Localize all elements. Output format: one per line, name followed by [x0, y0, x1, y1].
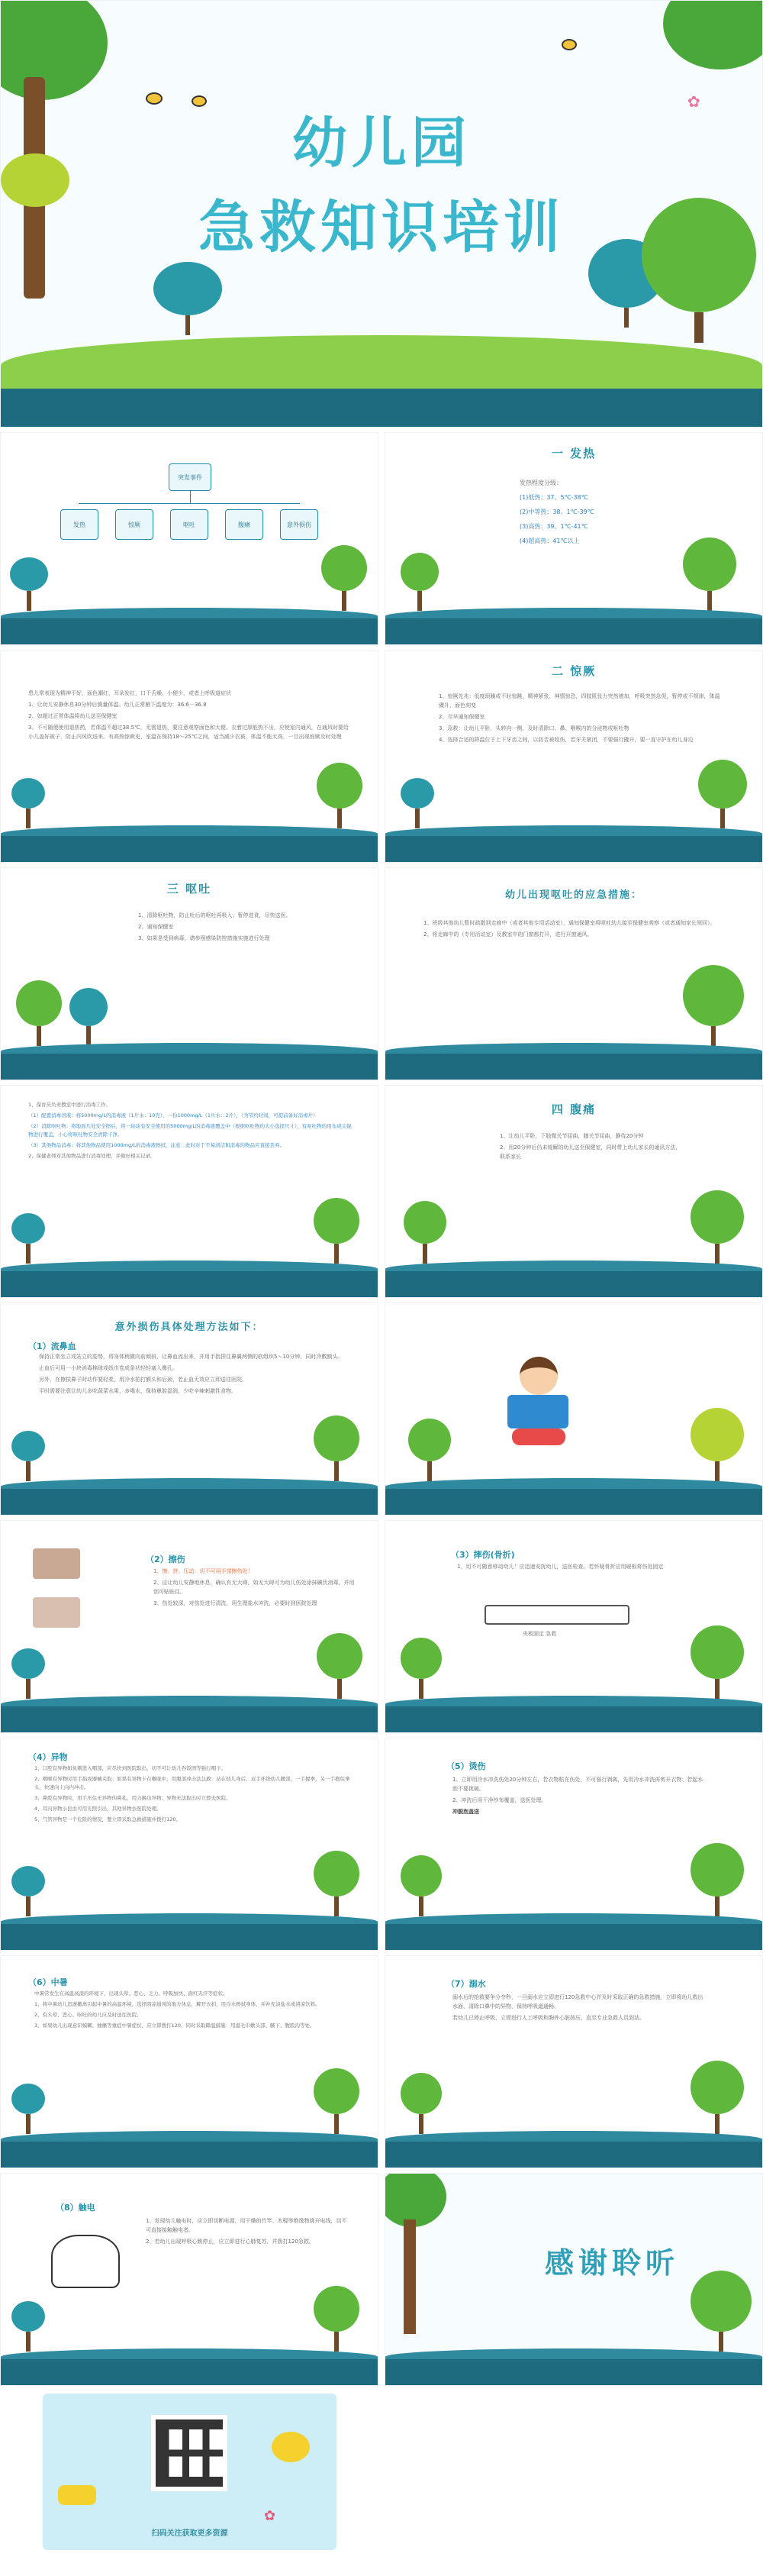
slide-fever-chart	[0, 432, 378, 645]
splint-illustration	[485, 1605, 629, 1625]
thanks-title: 感谢聆听	[544, 2246, 679, 2280]
electric-text: 1、发现幼儿触电时，应立即切断电源，用干燥的竹竿、木棍等绝缘物挑开电线，切不可直接接触触电者。 2、若幼儿出现呼吸心跳停止，应立即进行心肺复苏，并拨打120急救。	[146, 2218, 347, 2245]
tree-decoration	[314, 1198, 359, 1264]
slide-reading-kid	[385, 1303, 763, 1516]
tree-decoration	[11, 778, 45, 828]
tree-decoration	[11, 1866, 45, 1916]
vomit-text: 1、清除呕吐物，防止吐后的呕吐再吸入；暂停进食，尽快送医。 2、通知保健室 3、如果是受到病毒，请参照感染防控措施实施进行处理	[138, 912, 291, 941]
tree-decoration	[16, 980, 62, 1046]
tree-decoration	[401, 778, 434, 828]
ground-band	[1, 389, 762, 427]
tree-decoration	[314, 2286, 359, 2352]
grass-hill	[1, 335, 762, 396]
foreign-body-text: 1、口腔有异物如鱼刺进入咽部，应尽快到医院取出，切不可让幼儿吞饭团等强行咽下。 2、咽喉有异物时用手指或器械夹取；如果有异物卡在喉咙中，用腹部冲击法急救：站在幼儿身后，双手环绕幼儿腰部，一手握拳，另一手抱住拳头，快速向上向内冲击。 3、鼻腔有异物时，用手压住无异物的鼻孔，用力擤出异物；异物无法取出时立即去医院。 4、耳内异物小昆虫可用光照引出，其他异物去医院处理。 5、气管异物是一个危险的情况，要立即采取急救措施并拨打120。	[34, 1765, 350, 1822]
tree-decoration	[401, 2073, 442, 2134]
slide-vomit-emergency	[385, 867, 763, 1080]
tree-decoration	[404, 1201, 446, 1264]
butterfly-icon: ✿	[687, 92, 700, 111]
subsection-title: （2）擦伤	[146, 1554, 185, 1564]
burn-text: 1、立即用冷水冲洗伤处20分钟左右，若衣物粘在伤处，不可强行剥离，先用冷水冲洗再剪开衣物；若起水泡不要挑破。 2、冲洗后用干净纱布覆盖，送医处理。 冲脱泡盖送	[452, 1777, 703, 1815]
footer-banner	[43, 2394, 336, 2550]
slide-burn	[385, 1738, 763, 1951]
tree-decoration	[401, 1638, 442, 1699]
slide-title: 四 腹痛	[551, 1102, 597, 1116]
convulsion-text: 1、惊厥先兆：低度烦躁或不时惊跳，精神紧张，神情惊恐，四肢肌张力突然增加，呼吸突然急促，暂停或不规律，体温骤升，面色刻变 2、尽早通知保健室 3、急救：让幼儿平卧，头转向一侧，及时清除口、鼻、咽喉内的分泌物或呕吐物 4、选择合适的降温位于上下牙齿之间，以防舌被咬伤，若牙关紧闭，不要强行撬开，要一直守护在幼儿身边	[439, 693, 720, 743]
slide-convulsion	[385, 650, 763, 863]
tree-decoration	[69, 988, 108, 1046]
chart-root-box: 突发事件	[169, 463, 211, 491]
slide-title: 一 发热	[551, 447, 597, 460]
tree-decoration	[683, 965, 744, 1046]
cpr-illustration	[51, 2235, 120, 2288]
tree-decoration	[691, 2271, 752, 2352]
car-illustration	[58, 2485, 96, 2505]
slide-vomit	[0, 867, 378, 1080]
tree-decoration	[10, 557, 48, 611]
tree-decoration	[314, 1416, 359, 1481]
slide-sprain	[385, 1520, 763, 1733]
slide-electric	[0, 2173, 378, 2386]
splint-caption: 夹板固定 急救	[523, 1631, 557, 1637]
chart-child-convulsion: 惊厥	[115, 509, 153, 540]
tree-decoration	[698, 760, 747, 828]
tree-decoration	[401, 553, 439, 611]
tree-decoration	[691, 1408, 744, 1481]
slide-injury	[0, 1303, 378, 1516]
tree-decoration	[11, 2084, 45, 2134]
tree-decoration	[642, 198, 756, 343]
tree-decoration	[11, 1431, 45, 1481]
slide-title: 幼儿出现呕吐的应急措施：	[504, 889, 642, 901]
subsection-title: （8）触电	[56, 2203, 95, 2213]
chart-child-fever: 发热	[60, 509, 98, 540]
wound-photo	[33, 1548, 80, 1579]
slide-thanks	[385, 2173, 763, 2386]
slide-title: 二 惊厥	[551, 664, 597, 678]
chart-child-abdominal: 腹痛	[225, 509, 263, 540]
tree-decoration	[11, 1648, 45, 1699]
fever-levels: 发热程度分级： (1)低热：37。5℃-38℃ (2)中等热：38。1℃-39℃ (3)高热：39。1℃-41℃ (4)超高热：41℃以上	[520, 479, 594, 544]
subsection-title: （7）溺水	[446, 1979, 486, 1989]
slide-scald	[0, 1520, 378, 1733]
slide-title: 三 呕吐	[166, 882, 212, 896]
subsection-title: （5）烫伤	[446, 1761, 486, 1771]
cover-title-line2: 急救知识培训	[198, 195, 565, 260]
chart-child-injury: 意外损伤	[280, 509, 318, 540]
sprain-text: 1、切不可随意移动幼儿！应迅速安抚幼儿，送医检查。若怀疑骨折应用硬板将伤处固定	[457, 1564, 664, 1570]
tree-illustration-left	[385, 2173, 446, 2334]
tree-decoration	[691, 1190, 744, 1264]
tree-decoration	[153, 262, 222, 335]
bee-icon	[562, 39, 577, 50]
heatstroke-text: 中暑常发生在高温高湿的环境下，出现头晕、恶心、乏力、呼吸加快、面红无汗等症状。 1、将中暑幼儿迅速撤离引起中暑的高温环境，选择阴凉通风的地方休息，解开衣扣，用冷水擦拭身体，并补充淡盐水或清凉饮料。 2、有头晕、恶心、呕吐的幼儿应及时送往医院。 3、如果幼儿出现意识模糊、抽搐等重症中暑症状，应立即拨打120，同时采取降温措施：用湿毛巾敷头部、腋下、腹股沟等处。	[34, 1990, 320, 2029]
cover-slide	[0, 0, 763, 428]
injury-text: 保持正常坐立或站立的姿势，将身体稍微向前倾斜，让鼻血流出来，并用手指捏住鼻翼两侧的软组织5～10分钟，同时冷敷额头。 止血后可用一小块消毒棉球或纸巾卷成条状轻轻塞入鼻孔。 另外，在擦拭鼻子时动作要轻柔，用冷水拍打额头和后颈，若止血无效应立即送往医院。 平时需要注意让幼儿多吃蔬菜水果，多喝水，保持鼻腔湿润，少吃辛辣刺激性食物。	[39, 1354, 343, 1394]
subsection-title: （1）流鼻血	[28, 1341, 76, 1351]
tree-decoration	[691, 2061, 744, 2134]
chart-child-vomit: 呕吐	[170, 509, 208, 540]
cover-title-line1: 幼儿园	[291, 111, 471, 175]
reading-child-illustration	[500, 1357, 576, 1448]
slide-heatstroke	[0, 1955, 378, 2168]
slide-fever-care	[0, 650, 378, 863]
fever-care-text: 患儿常表现为精神不好，面色潮红，耳朵发红，口干舌燥，小便少，或者上呼吸道症状 1、让幼儿安静休息30分钟后测量体温。幼儿正常腋下温度为：36.6－36.8 2、如超过正常体温将幼儿送至保健室 3、不可随便使用退热药，若体温不超过38.5℃，无需退热，要注意观察面色和大便。衣着过厚能热不出，应使室内通风，在通风时要给小儿盖好被子，防止内风吹进来。有高热惊厥史，室温在保持18～25℃之间，适当减少衣被，体温不能太高，一旦出现惊厥及时处理	[28, 690, 349, 740]
tree-decoration	[321, 545, 367, 611]
abdominal-text: 1、让幼儿平卧，下肢微关节屈曲，膝关节屈曲，静待20分钟 2、用20分钟后仍未缓解的幼儿送至保健室，同时带上幼儿家长的通讯方法，联系家长	[500, 1133, 681, 1160]
tree-decoration	[11, 2301, 45, 2352]
slide-fever	[385, 432, 763, 645]
tree-decoration	[314, 2068, 359, 2134]
tree-decoration	[691, 1625, 744, 1699]
vomit-emergency-text: 1、班级其他幼儿暂时疏散到走廊中（或者其他专用活动室），通知保健室将呕吐幼儿接至保健室观察（或者通知家长领回）。 2、将走廊中的（专用活动室）及教室中的门窗都打开，进行开窗通风。	[423, 920, 716, 938]
subsection-title: （3）摔伤(骨折)	[451, 1550, 515, 1560]
tree-decoration	[691, 1843, 744, 1916]
tree-illustration-right	[663, 0, 763, 69]
slide-disinfect	[0, 1085, 378, 1298]
duck-illustration	[272, 2432, 310, 2462]
slide-drowning	[385, 1955, 763, 2168]
tree-decoration	[683, 537, 736, 611]
footer-caption: 扫码关注获取更多资源	[151, 2529, 228, 2538]
qr-code[interactable]	[151, 2415, 227, 2491]
tree-decoration	[11, 1213, 45, 1264]
slide-abdominal	[385, 1085, 763, 1298]
tree-decoration	[401, 1855, 442, 1916]
tree-decoration	[408, 1419, 451, 1481]
slide-foreign-body	[0, 1738, 378, 1951]
tree-decoration	[317, 763, 362, 828]
slide-title: 意外损伤具体处理方法如下：	[114, 1322, 264, 1333]
wound-photo	[33, 1597, 80, 1628]
drowning-text: 溺水后的抢救要争分夺秒，一旦溺水应立即进行120急救中心并及时采取正确的急救措施。立即将幼儿救出水面，清除口鼻中的异物，保持呼吸道通畅。 若幼儿已停止呼吸，立即进行人工呼吸和胸外心脏按压，直至专业急救人员到达。	[452, 1994, 703, 2021]
tree-decoration	[314, 1851, 359, 1916]
subsection-title: （6）中暑	[28, 1977, 68, 1987]
flower-icon: ✿	[264, 2508, 276, 2524]
disinfect-text: 1、保育员负责教室中进行消毒工作。 （1）配置消毒溶液：将5000mg/L的消毒液（1片水：10克），一份1000mg/L（1片水：2片），（为节约时间，可提前备好消毒片） （2）消除呕吐物：将地面几处安全擦后，将一块块有安全使用的5000mg/L的消毒液覆盖中（根据呕吐物的大小选择尺寸），有呕吐物的用布或尖锐物进行覆盖，小心将呕吐物安全清除干净。 （3）其他物品消毒：将其他物品使用1000mg/L的消毒液擦拭，注意：此时对于不易清洁和消毒的物品应直接丢弃。 2、保健老师对其他物品进行消毒处理，并做好相关记录。	[28, 1102, 352, 1159]
scald-text: 1、擦、挤、压动：切不可用手揉擦伤处！ 2、应让幼儿安静地休息，确认有无大碍，如无大碍可为幼儿伤处涂抹碘伏消毒，并用创可贴贴住。 3、伤处较深，对伤处进行清洗，用生理盐水冲洗，必要时到医院处理	[153, 1568, 355, 1606]
subsection-title: （4）异物	[28, 1752, 68, 1762]
tree-decoration	[317, 1633, 362, 1699]
